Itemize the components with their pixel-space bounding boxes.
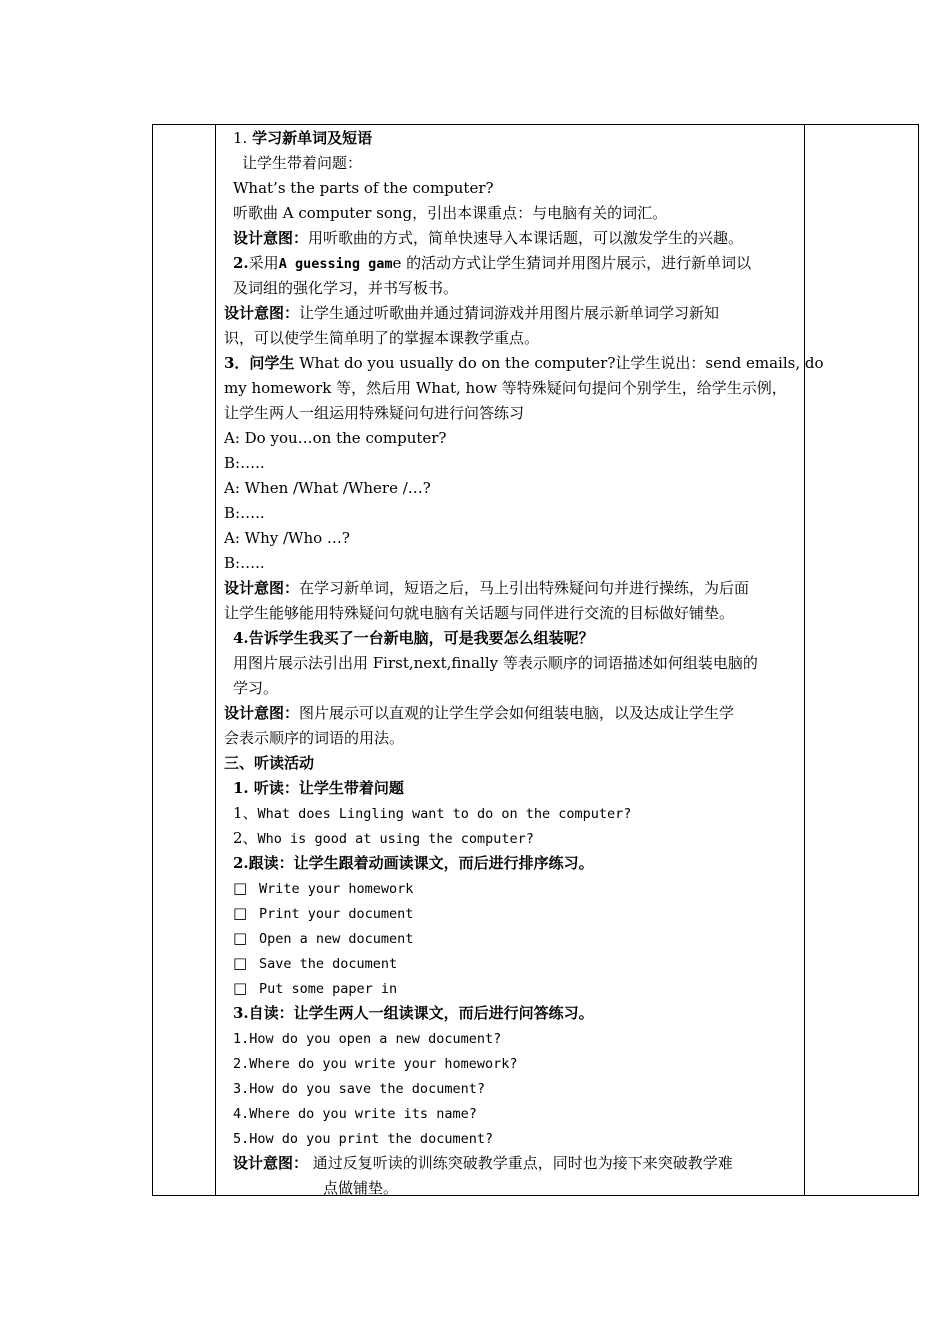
text-segment: 设计意图：: [233, 1154, 309, 1172]
text-segment: 及词组的强化学习，并书写板书。: [233, 279, 459, 297]
text-line: [233, 903, 413, 923]
text-segment: A: Do you…on the computer?: [224, 429, 447, 447]
text-segment: Save the document: [259, 956, 398, 972]
text-line: [224, 728, 404, 748]
text-line: [233, 1003, 594, 1023]
text-segment: 用图片展示法引出用 First,next,finally 等表示顺序的词语描述如何组装电脑的: [233, 654, 758, 672]
text-segment: What does Lingling want to do on the computer?: [257, 806, 632, 822]
text-line: [233, 628, 594, 648]
text-line: [224, 503, 265, 523]
text-line: [224, 753, 314, 773]
text-segment: 2.Where do you write your homework?: [233, 1056, 518, 1072]
checkbox-glyph: □: [233, 929, 248, 947]
text-segment: 4.Where do you write its name?: [233, 1106, 477, 1122]
text-line: [233, 1128, 493, 1148]
text-segment: 识，可以使学生简单明了的掌握本课教学重点。: [224, 329, 540, 347]
text-segment: 2.: [233, 254, 249, 272]
checkbox-glyph: □: [233, 954, 248, 972]
text-segment: 设计意图：: [224, 304, 300, 322]
text-segment: 1.How do you open a new document?: [233, 1031, 502, 1047]
text-segment: 1.: [233, 129, 253, 147]
text-line: [233, 978, 397, 998]
text-line: [233, 253, 751, 273]
text-segment: 采用: [248, 254, 279, 272]
text-segment: What’s the parts of the computer?: [233, 179, 494, 197]
text-line: [224, 528, 350, 548]
text-line: [233, 653, 758, 673]
text-segment: Who is good at using the computer?: [257, 831, 534, 847]
text-line: [323, 1178, 398, 1198]
text-line: [233, 928, 413, 948]
text-line: [233, 803, 631, 823]
text-line: [224, 403, 524, 423]
column-divider-1: [215, 125, 216, 1195]
text-line: [224, 603, 734, 623]
text-line: [233, 1103, 477, 1123]
text-segment: A: Why /Who …?: [224, 529, 350, 547]
text-line: [224, 703, 734, 723]
text-segment: 2.跟读：让学生跟着动画读课文，而后进行排序练习。: [233, 854, 594, 872]
text-segment: 3.自读：让学生两人一组读课文，而后进行问答练习。: [233, 1004, 594, 1022]
text-line: [233, 278, 458, 298]
text-segment: 3．问学生: [224, 354, 295, 372]
text-segment: 图片展示可以直观的让学生学会如何组装电脑，以及达成让学生学: [299, 704, 735, 722]
text-line: [233, 203, 667, 223]
text-segment: 设计意图：: [224, 579, 300, 597]
text-segment: A: When /What /Where /…?: [224, 479, 431, 497]
checkbox-glyph: □: [233, 879, 248, 897]
text-line: [224, 353, 824, 373]
text-segment: 听歌曲 A computer song，引出本课重点：与电脑有关的词汇。: [233, 204, 668, 222]
text-segment: 让学生能够能用特殊疑问句就电脑有关话题与同伴进行交流的目标做好铺垫。: [224, 604, 735, 622]
text-line: [233, 1153, 733, 1173]
text-segment: 5.How do you print the document?: [233, 1131, 494, 1147]
text-line: [233, 178, 494, 198]
text-line: [233, 128, 372, 148]
text-segment: 3.How do you save the document?: [233, 1081, 485, 1097]
text-segment: B:…..: [224, 554, 265, 572]
text-segment: What do you usually do on the computer?让学生说出：send emails, do: [294, 354, 824, 372]
text-line: [233, 1028, 501, 1048]
text-line: [233, 1078, 485, 1098]
column-divider-2: [804, 125, 805, 1195]
text-line: [233, 828, 534, 848]
text-line: [233, 878, 413, 898]
text-segment: B:…..: [224, 454, 265, 472]
text-segment: my homework 等，然后用 What, how 等特殊疑问句提问个别学生，给学生示例，: [224, 379, 787, 397]
text-line: [233, 778, 404, 798]
text-segment: 三、听读活动: [224, 754, 315, 772]
text-segment: Print your document: [259, 906, 414, 922]
text-segment: 用听歌曲的方式，简单快速导入本课话题，可以激发学生的兴趣。: [308, 229, 744, 247]
text-line: [224, 478, 431, 498]
text-segment: 让学生两人一组运用特殊疑问句进行问答练习: [224, 404, 525, 422]
text-segment: 点做铺垫。: [323, 1179, 399, 1197]
text-segment: 4.告诉学生我买了一台新电脑，可是我要怎么组装呢？: [233, 629, 594, 647]
text-line: [233, 678, 278, 698]
text-segment: Write your homework: [259, 881, 414, 897]
text-line: [224, 303, 719, 323]
text-segment: 在学习新单词，短语之后，马上引出特殊疑问句并进行操练，为后面: [299, 579, 750, 597]
text-segment: 通过反复听读的训练突破教学重点，同时也为接下来突破教学难: [308, 1154, 733, 1172]
text-segment: A guessing gam: [278, 256, 393, 272]
text-line: [224, 453, 265, 473]
text-segment: Put some paper in: [259, 981, 398, 997]
text-segment: 学习新单词及短语: [252, 129, 373, 147]
text-segment: 让学生通过听歌曲并通过猜词游戏并用图片展示新单词学习新知: [299, 304, 720, 322]
checkbox-glyph: □: [233, 904, 248, 922]
text-line: [233, 228, 743, 248]
text-segment: B:…..: [224, 504, 265, 522]
text-segment: 设计意图：: [233, 229, 309, 247]
text-segment: 让学生带着问题：: [242, 154, 363, 172]
text-segment: 学习。: [233, 679, 279, 697]
text-line: [233, 1053, 517, 1073]
checkbox-glyph: □: [233, 979, 248, 997]
text-line: [242, 153, 362, 173]
text-line: [224, 328, 539, 348]
text-line: [224, 578, 749, 598]
text-segment: 会表示顺序的词语的用法。: [224, 729, 405, 747]
text-segment: 1. 听读：让学生带着问题: [233, 779, 404, 797]
text-line: [224, 553, 265, 573]
text-line: [224, 428, 446, 448]
text-segment: 2、: [233, 829, 258, 847]
text-line: [224, 378, 787, 398]
text-line: [233, 853, 594, 873]
text-segment: 1、: [233, 804, 258, 822]
text-line: [233, 953, 397, 973]
text-segment: Open a new document: [259, 931, 414, 947]
text-segment: 设计意图：: [224, 704, 300, 722]
text-segment: e 的活动方式让学生猜词并用图片展示，进行新单词以: [392, 254, 752, 272]
